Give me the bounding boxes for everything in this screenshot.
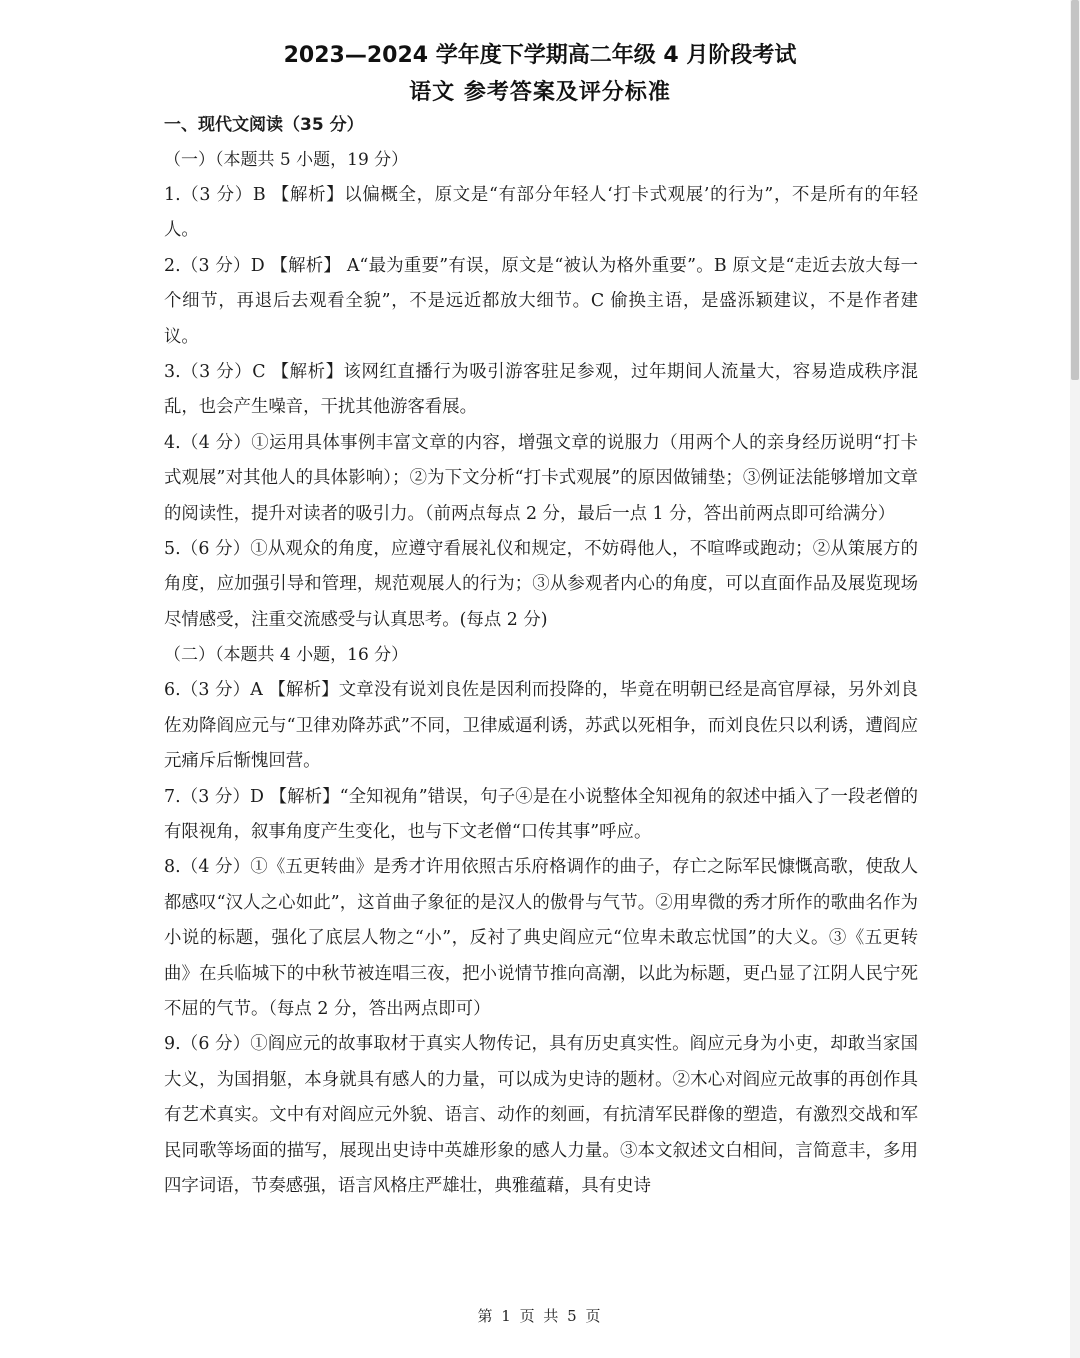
answer-content — [164, 108, 918, 1204]
vertical-scrollbar[interactable] — [1070, 0, 1080, 1358]
sub-section-heading-part2: （二）（本题共 4 小题，16 分） — [164, 645, 409, 666]
answer-item-2: 2.（3 分）D 【解析】 A“最为重要”有误，原文是“被认为格外重要”。B 原文是“走近去放大每一个细节，再退后去观看全貌”，不是远近都放大细节。C 偷换主语，是盛泺颖建议，不是作者建议。 — [164, 255, 918, 347]
page-footer: 第 1 页 共 5 页 — [477, 1307, 603, 1325]
document-title: 2023—2024 学年度下学期高二年级 4 月阶段考试 — [283, 43, 797, 68]
answer-item-4: 4.（4 分）①运用具体事例丰富文章的内容，增强文章的说服力（用两个人的亲身经历说明“打卡式观展”对其他人的具体影响）；②为下文分析“打卡式观展”的原因做铺垫；③例证法能够增加文章的阅读性，提升对读者的吸引力。（前两点每点 2 分，最后一点 1 分，答出前两点即可给满分） — [164, 432, 918, 524]
section-heading-modern-reading: 一、现代文阅读（35 分） — [164, 115, 364, 135]
answer-item-6: 6.（3 分）A 【解析】文章没有说刘良佐是因利而投降的，毕竟在明朝已经是高官厚禄，另外刘良佐劝降阎应元与“卫律劝降苏武”不同，卫律威逼利诱，苏武以死相争，而刘良佐只以利诱，遭阎应元痛斥后惭愧回营。 — [164, 680, 918, 772]
answer-item-1: 1.（3 分）B 【解析】以偏概全，原文是“有部分年轻人‘打卡式观展’的行为”，不是所有的年轻人。 — [164, 185, 918, 241]
document-subtitle: 语文 参考答案及评分标准 — [409, 80, 671, 105]
sub-section-heading-part1: （一）（本题共 5 小题，19 分） — [164, 150, 409, 170]
scrollbar-thumb[interactable] — [1071, 0, 1079, 380]
answer-item-5: 5.（6 分）①从观众的角度，应遵守看展礼仪和规定，不妨碍他人，不喧哗或跑动；②从策展方的角度，应加强引导和管理，规范观展人的行为；③从参观者内心的角度，可以直面作品及展览现场尽情感受，注重交流感受与认真思考。(每点 2 分) — [164, 539, 918, 630]
answer-item-3: 3.（3 分）C 【解析】该网红直播行为吸引游客驻足参观，过年期间人流量大，容易造成秩序混乱，也会产生噪音，干扰其他游客看展。 — [164, 362, 918, 418]
answer-item-9: 9.（6 分）①阎应元的故事取材于真实人物传记，具有历史真实性。阎应元身为小吏，却敢当家国大义，为国捐躯，本身就具有感人的力量，可以成为史诗的题材。②木心对阎应元故事的再创作具有艺术真实。文中有对阎应元外貌、语言、动作的刻画，有抗清军民群像的塑造，有激烈交战和军民同歌等场面的描写，展现出史诗中英雄形象的感人力量。③本文叙述文白相间，言简意丰，多用四字词语，节奏感强，语言风格庄严雄壮，典雅蕴藉，具有史诗 — [164, 1034, 918, 1196]
answer-item-7: 7.（3 分）D 【解析】“全知视角”错误，句子④是在小说整体全知视角的叙述中插入了一段老僧的有限视角，叙事角度产生变化，也与下文老僧“口传其事”呼应。 — [164, 786, 918, 842]
answer-item-8: 8.（4 分）①《五更转曲》是秀才许用依照古乐府格调作的曲子，存亡之际军民慷慨高歌，使敌人都感叹“汉人之心如此”，这首曲子象征的是汉人的傲骨与气节。②用卑微的秀才所作的歌曲名作为小说的标题，强化了底层人物之“小”，反衬了典史阎应元“位卑未敢忘忧国”的大义。③《五更转曲》在兵临城下的中秋节被连唱三夜，把小说情节推向高潮，以此为标题，更凸显了江阴人民宁死不屈的气节。（每点 2 分，答出两点即可） — [164, 857, 918, 1019]
